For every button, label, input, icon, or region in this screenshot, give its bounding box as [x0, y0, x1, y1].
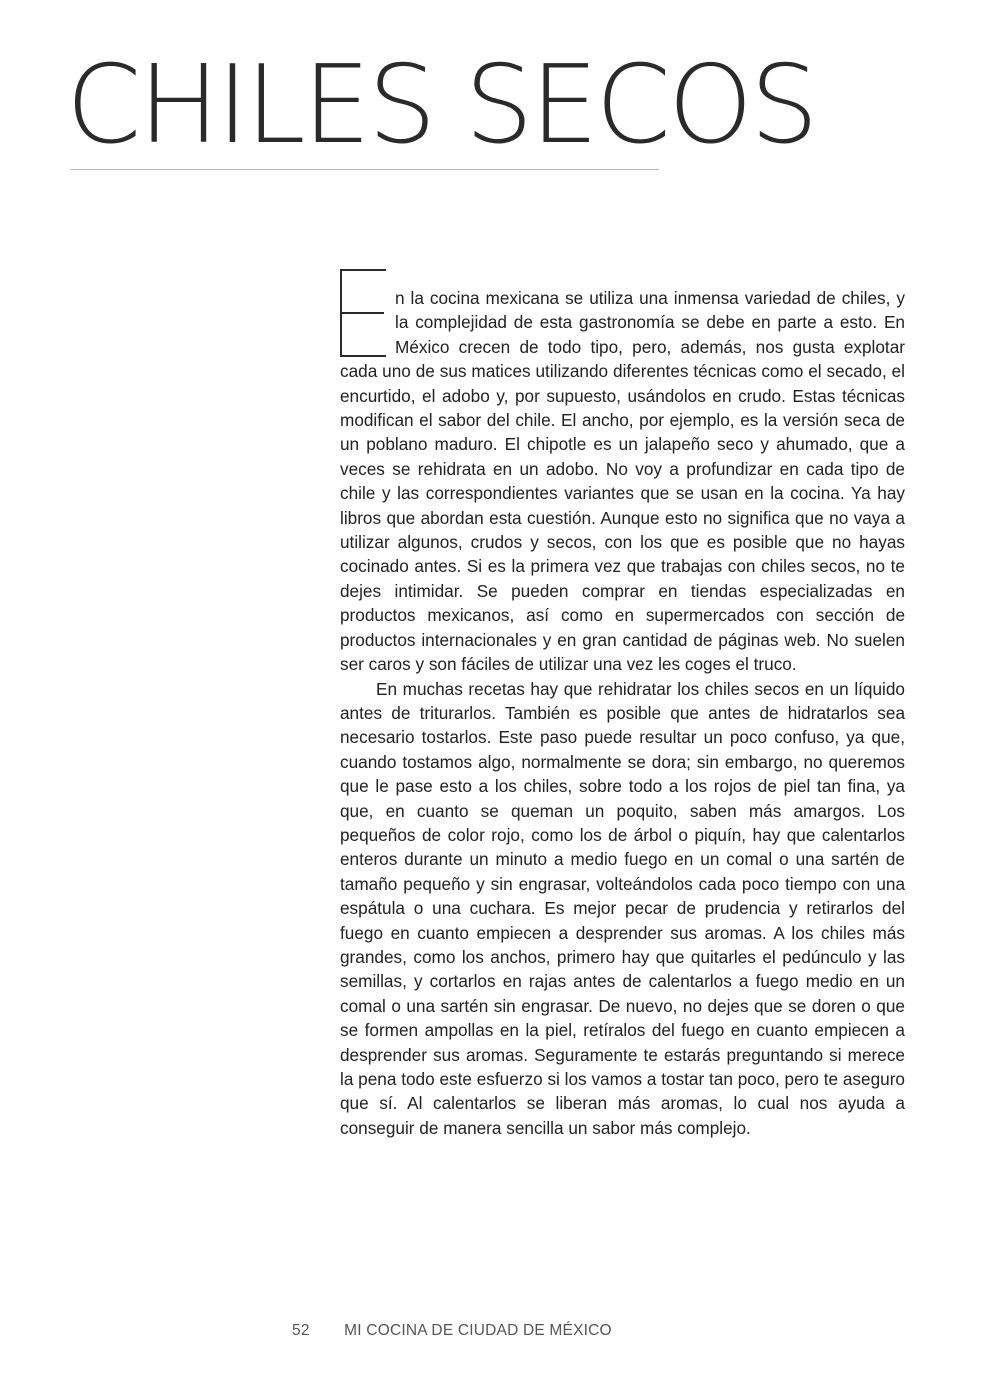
- page-title: CHILES SECOS: [66, 43, 816, 168]
- title-divider: [70, 169, 659, 170]
- running-footer-title: MI COCINA DE CIUDAD DE MÉXICO: [344, 1322, 612, 1339]
- page-footer: [292, 1322, 612, 1340]
- dropcap-letter-e: [340, 269, 386, 359]
- paragraph-1-text: n la cocina mexicana se utiliza una inmensa variedad de chiles, y la complejidad de esta gastronomía se debe en parte a esto. En México crecen de todo tipo, pero, además, nos gusta explotar cada uno de sus matices utilizando diferentes técnicas como el secado, el encurtido, el adobo y, por supuesto, usándolos en crudo. Estas técnicas modifican el sabor del chile. El ancho, por ejemplo, es la versión seca de un poblano maduro. El chipotle es un jalapeño seco y ahumado, que a veces se rehidrata en un adobo. No voy a profundizar en cada tipo de chile y las correspondientes variantes que se usan en la cocina. Ya hay libros que abordan esta cuestión. Aunque esto no significa que no vaya a utilizar algunos, crudos y secos, con los que es posible que no hayas cocinado antes. Si es la primera vez que trabajas con chiles secos, no te dejes intimidar. Se pueden comprar en tiendas especializadas en productos mexicanos, así como en supermercados con sección de productos internacionales y en gran cantidad de páginas web. No suelen ser caros y son fáciles de utilizar una vez les coges el truco.: [340, 288, 905, 675]
- article-body: [340, 286, 905, 1140]
- paragraph-2: En muchas recetas hay que rehidratar los chiles secos en un líquido antes de triturarlos. También es posible que antes de hidratarlos sea necesario tostarlos. Este paso puede resultar un poco confuso, ya que, cuando tostamos algo, normalmente se dora; sin embargo, no queremos que le pase esto a los chiles, sobre todo a los rojos de piel tan fina, ya que, en cuanto se queman un poquito, saben más amargos. Los pequeños de color rojo, como los de árbol o piquín, hay que calentarlos enteros durante un minuto a medio fuego en un comal o una sartén de tamaño pequeño y sin engrasar, volteándolos cada poco tiempo con una espátula o una cuchara. Es mejor pecar de prudencia y retirarlos del fuego en cuanto empiecen a desprender sus aromas. A los chiles más grandes, como los anchos, primero hay que quitarles el pedúnculo y las semillas, y cortarlos en rajas antes de calentarlos a fuego medio en un comal o una sartén sin engrasar. De nuevo, no dejes que se doren o que se formen ampollas en la piel, retíralos del fuego en cuanto empiecen a desprender sus aromas. Seguramente te estarás preguntando si merece la pena todo este esfuerzo si los vamos a tostar tan poco, pero te aseguro que sí. Al calentarlos se liberan más aromas, lo cual nos ayuda a conseguir de manera sencilla un sabor más complejo.: [340, 678, 905, 1138]
- page-number: 52: [292, 1322, 310, 1339]
- paragraph-1: [340, 286, 905, 677]
